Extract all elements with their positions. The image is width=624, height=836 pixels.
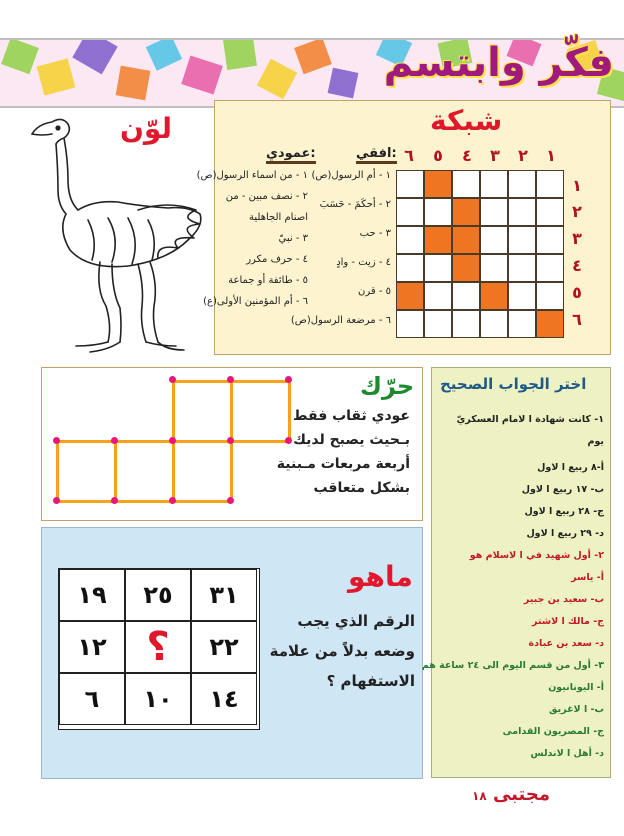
- grid-cell: [452, 282, 480, 310]
- number-cell: ٣١: [191, 569, 257, 621]
- grid-cell: [508, 170, 536, 198]
- grid-cell: [508, 226, 536, 254]
- number-cell: ٦: [59, 673, 125, 725]
- grid-cell-shaded: [452, 198, 480, 226]
- matchstick-line: بشكل متعاقب: [313, 480, 410, 496]
- number-puzzle-title: ماهو: [348, 560, 413, 593]
- grid-cell: [480, 254, 508, 282]
- grid-cell: [396, 310, 424, 338]
- number-cell: ٢٢: [191, 621, 257, 673]
- grid-column-number: ٣: [490, 146, 500, 165]
- horizontal-clue: ٦ - مرضعة الرسول(ص): [290, 315, 391, 326]
- quiz-item: ١- كانت شهادة ا لامام العسكريّ: [456, 414, 604, 425]
- vertical-clues-heading: عمودي:: [266, 146, 316, 164]
- number-puzzle-line: الاستفهام ؟: [326, 672, 415, 690]
- matchstick-puzzle-title: حرّك: [360, 372, 415, 400]
- magazine-name: مجتبى: [492, 784, 550, 805]
- vertical-clue: ٢ - نصف مبين - من: [225, 191, 308, 202]
- vertical-clues-list: [196, 170, 308, 317]
- grid-cell: [452, 170, 480, 198]
- grid-cell: [480, 198, 508, 226]
- quiz-item: أ- ياسر: [571, 572, 604, 583]
- quiz-item: ب- ا لاغريق: [549, 704, 604, 715]
- grid-cell: [396, 198, 424, 226]
- vertical-clue: ٣ - نبيّ: [278, 233, 308, 244]
- matchstick-instructions: [270, 408, 410, 504]
- number-cell: ١٢: [59, 621, 125, 673]
- grid-cell-shaded: [452, 254, 480, 282]
- colour-section-title: لوّن: [120, 112, 172, 145]
- quiz-item: ٢- أول شهيد في ا لاسلام هو: [469, 550, 604, 561]
- grid-cell-shaded: [424, 226, 452, 254]
- quiz-title: اختر الجواب الصحيح: [440, 375, 587, 393]
- grid-cell: [508, 198, 536, 226]
- grid-row-number: ٣: [572, 229, 582, 248]
- horizontal-clue: ٥ - قرن: [358, 286, 391, 297]
- page-number: ١٨: [472, 789, 487, 803]
- grid-cell: [536, 170, 564, 198]
- quiz-item: يوم: [587, 436, 604, 447]
- quiz-item: ج- ٢٨ ربيع ا لاول: [524, 506, 604, 517]
- grid-cell: [396, 254, 424, 282]
- grid-column-number: ٥: [433, 146, 443, 165]
- grid-cell: [480, 310, 508, 338]
- quiz-item: ب- ١٧ ربيع ا لاول: [521, 484, 604, 495]
- number-cell: ١٤: [191, 673, 257, 725]
- grid-cell: [424, 282, 452, 310]
- quiz-item: د- أهل ا لاندلس: [530, 748, 604, 759]
- ostrich-illustration: [28, 110, 208, 358]
- horizontal-clue: ٢ - أحكَمَ - حَسَبَ: [319, 199, 391, 210]
- number-cell: ٢٥: [125, 569, 191, 621]
- grid-cell: [508, 282, 536, 310]
- quiz-item: أ- اليونانيون: [548, 682, 604, 693]
- matchstick-figure: [52, 376, 282, 506]
- grid-cell: [536, 226, 564, 254]
- number-cell: ١٩: [59, 569, 125, 621]
- grid-column-number: ٢: [518, 146, 528, 165]
- question-mark-cell: ؟: [125, 621, 191, 673]
- vertical-clue: ٥ - طائفة أو جماعة: [228, 275, 308, 286]
- grid-cell: [536, 254, 564, 282]
- grid-cell: [424, 254, 452, 282]
- quiz-item: ٣- أول من قسم اليوم الى ٢٤ ساعة هم: [421, 660, 604, 671]
- matchstick-line: بـحيث يصبح لديك: [293, 432, 410, 448]
- number-puzzle-line: وضعه بدلاً من علامة: [269, 642, 415, 660]
- grid-cell-shaded: [536, 310, 564, 338]
- vertical-clue: ١ - من اسماء الرسول(ص): [196, 170, 308, 181]
- quiz-item: ج- مالك ا لاشتر: [531, 616, 604, 627]
- grid-row-number: ٥: [572, 283, 582, 302]
- grid-column-number: ٤: [462, 146, 472, 165]
- grid-cell: [536, 282, 564, 310]
- quiz-item: أ-٨ ربيع ا لاول: [537, 462, 604, 473]
- grid-puzzle-title: شبكة: [430, 104, 503, 137]
- grid-column-number: ١: [546, 146, 556, 165]
- vertical-clue: ٤ - حرف مكرر: [246, 254, 308, 265]
- grid-cell: [536, 198, 564, 226]
- grid-cell-shaded: [480, 282, 508, 310]
- number-puzzle-line: الرقم الذي يجب: [297, 612, 415, 630]
- matchstick-line: أربعة مربعات مـبنية: [276, 456, 410, 472]
- grid-cell: [396, 226, 424, 254]
- vertical-clue: ٦ - أم المؤمنين الأولى(ع): [203, 296, 308, 307]
- grid-cell: [508, 254, 536, 282]
- grid-cell-shaded: [396, 282, 424, 310]
- grid-cell: [424, 310, 452, 338]
- horizontal-clue: ٤ - زيت - وادٍ: [336, 257, 391, 268]
- magazine-logo: [472, 784, 550, 805]
- matchstick-line: عودي ثقاب فقط: [293, 408, 410, 424]
- quiz-item: ب- سعيد بن جبير: [523, 594, 604, 605]
- grid-cell: [396, 170, 424, 198]
- grid-cell: [480, 226, 508, 254]
- vertical-clue: اصنام الجاهلية: [249, 212, 308, 223]
- horizontal-clues-heading: افقي:: [356, 146, 397, 164]
- quiz-item: ج- المصريون القدامى: [502, 726, 604, 737]
- quiz-list: [421, 414, 604, 770]
- number-cell: ١٠: [125, 673, 191, 725]
- page-title: فكّر وابتسم: [383, 40, 614, 86]
- quiz-item: د- سعد بن عبادة: [528, 638, 604, 649]
- grid-cell-shaded: [424, 170, 452, 198]
- grid-row-number: ٤: [572, 256, 582, 275]
- horizontal-clue: ٣ - حب: [359, 228, 391, 239]
- grid-cell: [480, 170, 508, 198]
- grid-cell: [452, 310, 480, 338]
- number-puzzle-question: [260, 612, 415, 702]
- grid-cell: [424, 198, 452, 226]
- number-grid: [58, 568, 260, 730]
- grid-row-number: ٦: [572, 310, 582, 329]
- horizontal-clue: ١ - أم الرسول(ص): [311, 170, 391, 181]
- quiz-item: د- ٢٩ ربيع ا لاول: [526, 528, 604, 539]
- grid-row-number: ١: [572, 176, 582, 195]
- grid-column-number: ٦: [404, 146, 414, 165]
- grid-row-number: ٢: [572, 202, 582, 221]
- grid-cell: [508, 310, 536, 338]
- crossword-grid: [396, 170, 564, 338]
- grid-cell-shaded: [452, 226, 480, 254]
